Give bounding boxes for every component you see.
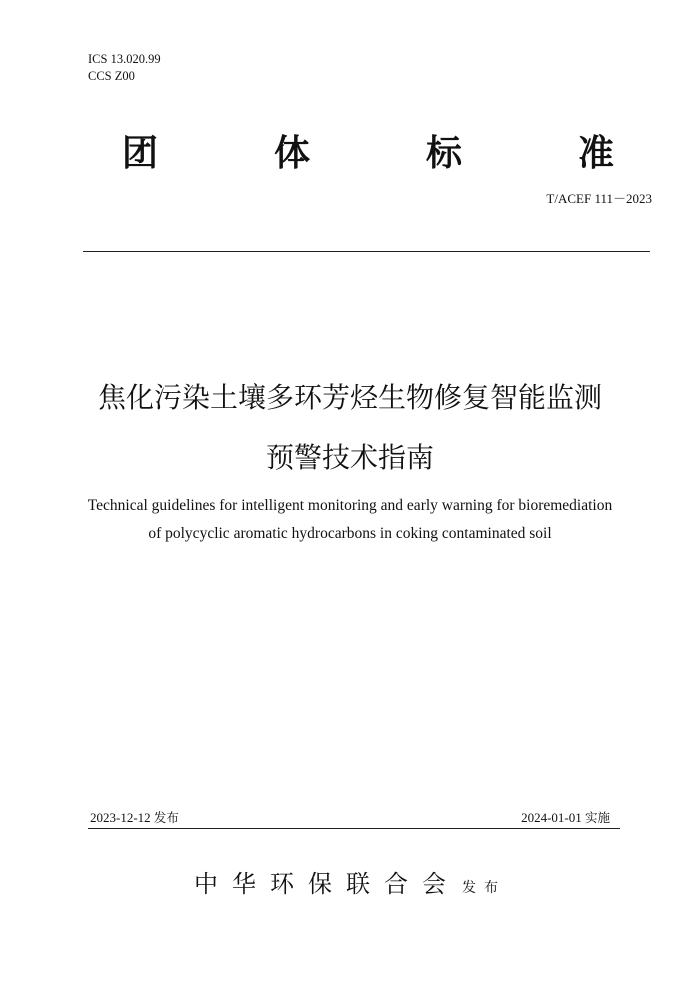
- ccs-code: CCS Z00: [88, 69, 135, 83]
- publisher-line: [0, 864, 700, 899]
- classification-codes: [88, 51, 161, 85]
- standard-type-heading: [118, 132, 618, 176]
- chinese-title-line-2: 预警技术指南: [265, 441, 434, 474]
- standard-type-char: 团: [121, 133, 158, 174]
- implementation-label: 实施: [584, 810, 610, 825]
- standard-number: T/ACEF 111－2023: [546, 191, 652, 206]
- publisher-issued-label: 发布: [462, 880, 506, 896]
- issue-date-block: [90, 808, 179, 826]
- chinese-title-line-1: 焦化污染土壤多环芳烃生物修复智能监测: [97, 381, 602, 414]
- standard-type-char: 体: [273, 133, 310, 174]
- implementation-date: 2024-01-01: [521, 810, 582, 825]
- top-divider: [83, 251, 650, 252]
- standard-type-char: 标: [425, 133, 462, 174]
- english-title-line-1: Technical guidelines for intelligent monitoring and early warning for bioremediation: [87, 497, 613, 514]
- publisher-organization: 中华环保联合会: [194, 870, 460, 898]
- implementation-date-block: [521, 808, 610, 826]
- english-title-line-2: of polycyclic aromatic hydrocarbons in coking contaminated soil: [148, 525, 552, 542]
- ics-code: ICS 13.020.99: [88, 52, 161, 66]
- issue-date: 2023-12-12: [90, 810, 151, 825]
- issue-label: 发布: [153, 810, 179, 825]
- bottom-divider: [88, 828, 620, 829]
- standard-type-char: 准: [577, 133, 614, 174]
